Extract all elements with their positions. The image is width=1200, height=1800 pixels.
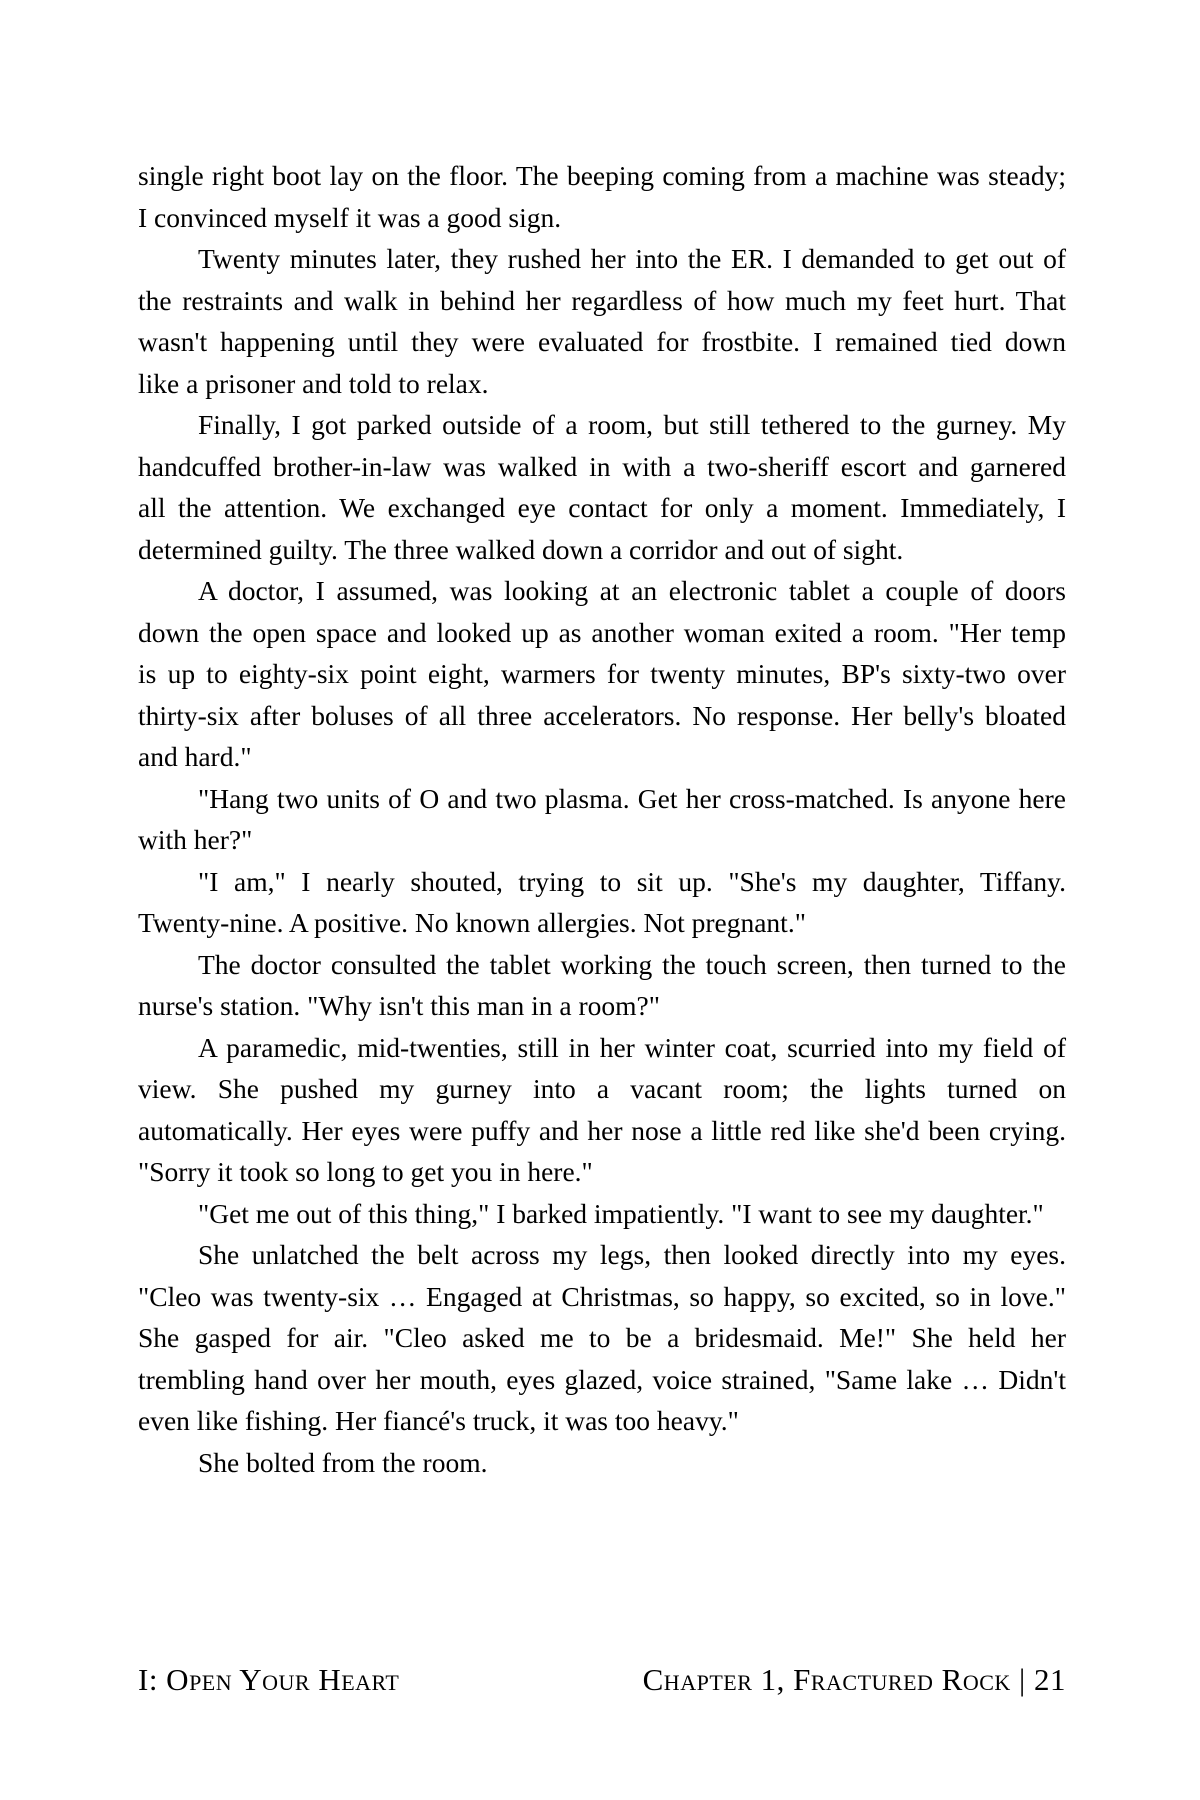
text-line: The doctor consulted the tablet working the touch screen, then turned to the <box>198 948 1066 980</box>
text-line: A paramedic, mid-twenties, still in her winter coat, scurried into my field of <box>198 1031 1066 1063</box>
page-footer <box>138 1662 1066 1698</box>
paragraph <box>138 155 1066 238</box>
text-line: all the attention. We exchanged eye contact for only a moment. Immediately, I <box>138 492 1066 523</box>
text-line: down the open space and looked up as another woman exited a room. "Her temp <box>138 616 1066 648</box>
text-line: handcuffed brother-in-law was walked in with a two-sheriff escort and garnered <box>138 450 1066 482</box>
text-line: determined guilty. The three walked down a corridor and out of sight. <box>138 533 904 565</box>
text-line: Finally, I got parked outside of a room, but still tethered to the gurney. My <box>198 409 1066 440</box>
paragraph <box>138 1193 1066 1235</box>
text-line: "Sorry it took so long to get you in here." <box>138 1156 593 1187</box>
text-line: like a prisoner and told to relax. <box>138 367 489 399</box>
text-line: A doctor, I assumed, was looking at an electronic tablet a couple of doors <box>198 575 1066 606</box>
text-line: single right boot lay on the floor. The beeping coming from a machine was steady; <box>138 160 1066 191</box>
text-line: I convinced myself it was a good sign. <box>138 201 562 233</box>
text-line: view. She pushed my gurney into a vacant room; the lights turned on <box>138 1073 1066 1104</box>
text-line: wasn't happening until they were evaluated for frostbite. I remained tied down <box>138 326 1066 357</box>
text-line: trembling hand over her mouth, eyes glazed, voice strained, "Same lake … Didn't <box>138 1363 1066 1395</box>
paragraph <box>138 944 1066 1027</box>
text-line: thirty-six after boluses of all three accelerators. No response. Her belly's bloated <box>138 699 1066 731</box>
paragraph <box>138 1234 1066 1442</box>
text-line: She unlatched the belt across my legs, then looked directly into my eyes. <box>198 1239 1066 1270</box>
text-line: nurse's station. "Why isn't this man in a room?" <box>138 990 660 1021</box>
footer-chapter-page: Chapter 1, Fractured Rock | 21 <box>642 1662 1066 1697</box>
paragraph <box>138 570 1066 778</box>
text-line: "Cleo was twenty-six … Engaged at Christmas, so happy, so excited, so in love." <box>138 1280 1066 1312</box>
text-line: She bolted from the room. <box>198 1446 488 1478</box>
footer-book-title: I: Open Your Heart <box>138 1662 400 1697</box>
paragraph <box>138 404 1066 570</box>
text-line: "I am," I nearly shouted, trying to sit up. "She's my daughter, Tiffany. <box>198 865 1066 897</box>
paragraph <box>138 778 1066 861</box>
paragraph <box>138 238 1066 404</box>
paragraph <box>138 1442 1066 1484</box>
text-line: Twenty minutes later, they rushed her into the ER. I demanded to get out of <box>198 243 1066 274</box>
text-line: automatically. Her eyes were puffy and her nose a little red like she'd been crying. <box>138 1114 1066 1146</box>
text-block <box>138 155 1066 1483</box>
text-line: "Hang two units of O and two plasma. Get her cross-matched. Is anyone here <box>198 782 1066 814</box>
paragraph <box>138 861 1066 944</box>
text-line: is up to eighty-six point eight, warmers for twenty minutes, BP's sixty-two over <box>138 658 1066 689</box>
text-line: even like fishing. Her fiancé's truck, it was too heavy." <box>138 1405 739 1436</box>
text-line: and hard." <box>138 741 252 772</box>
text-line: the restraints and walk in behind her regardless of how much my feet hurt. That <box>138 284 1066 316</box>
text-line: with her?" <box>138 824 253 855</box>
text-line: "Get me out of this thing," I barked impatiently. "I want to see my daughter." <box>198 1197 1044 1229</box>
paragraph <box>138 1027 1066 1193</box>
text-line: She gasped for air. "Cleo asked me to be a bridesmaid. Me!" She held her <box>138 1322 1066 1353</box>
text-line: Twenty-nine. A positive. No known allergies. Not pregnant." <box>138 907 806 938</box>
